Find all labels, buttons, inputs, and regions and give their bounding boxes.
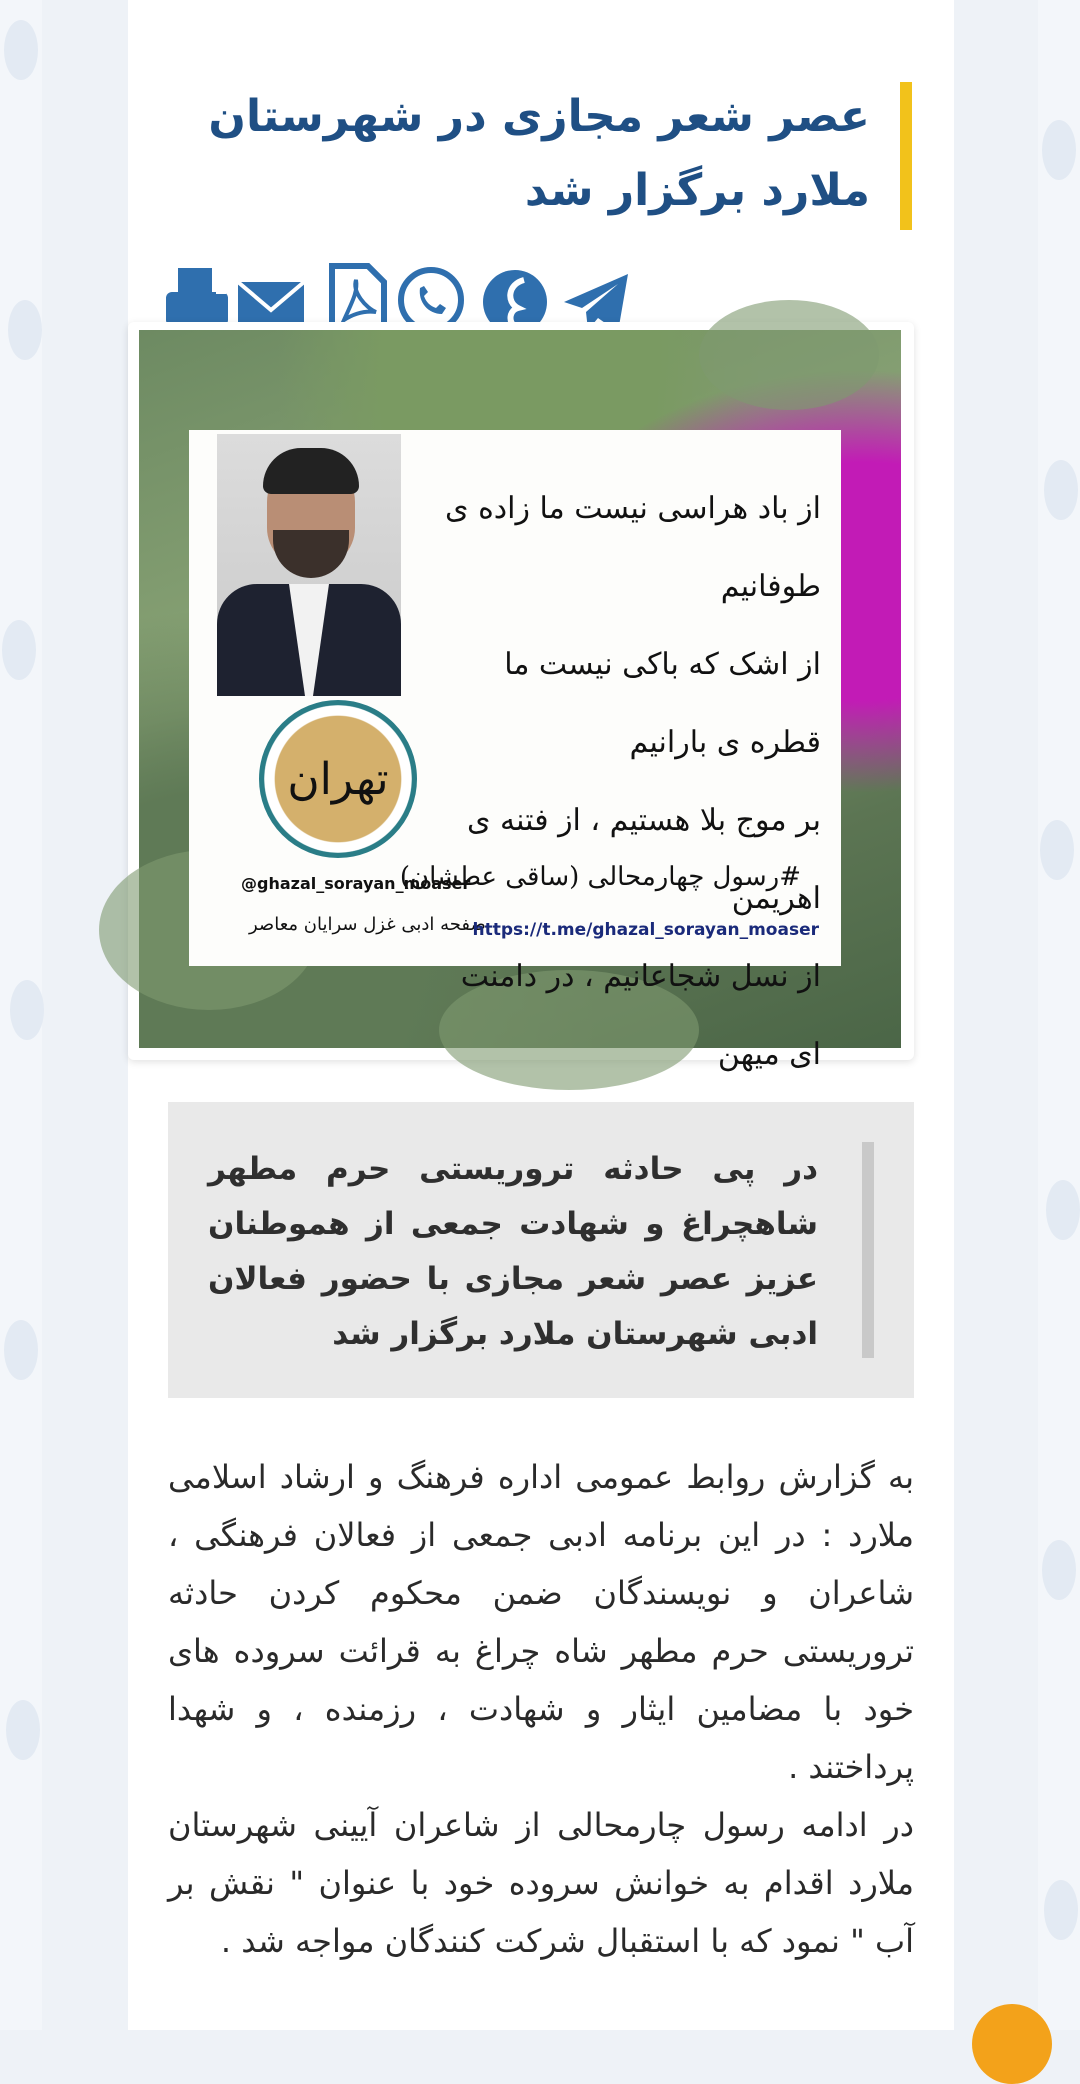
article-lead bbox=[168, 1102, 914, 1398]
lead-text: در پی حادثه تروریستی حرم مطهر شاهچراغ و شهادت جمعی از هموطنان عزیز عصر شعر مجازی با حضور فعالان ادبی شهرستان ملارد برگزار شد bbox=[208, 1151, 818, 1352]
floating-action-button[interactable] bbox=[972, 2004, 1052, 2084]
quote-bar bbox=[862, 1142, 874, 1358]
poet-portrait bbox=[217, 434, 401, 696]
poem-line: از نسل شجاعانیم ، در دامنت ای میهن bbox=[460, 959, 821, 1072]
article-title: عصر شعر مجازی در شهرستان ملارد برگزار شد bbox=[208, 91, 870, 216]
background-decoration-right bbox=[1038, 0, 1080, 2030]
background-decoration-left bbox=[0, 0, 42, 2030]
article-header bbox=[128, 80, 954, 230]
paragraph: در ادامه رسول چارمحالی از شاعران آیینی شهرستان ملارد اقدام به خوانش سروده خود با عنوان " نقش بر آب " نمود که با استقبال شرکت کنندگان مواجه شد . bbox=[168, 1806, 914, 1960]
poem-text bbox=[441, 470, 821, 1094]
flower-background-photo bbox=[139, 330, 901, 1072]
article-image bbox=[128, 322, 914, 1072]
title-accent-bar bbox=[900, 82, 912, 230]
channel-handle: @ghazal_sorayan_moaser bbox=[241, 874, 471, 893]
article-body bbox=[168, 1448, 914, 1970]
poet-name: #رسول چهارمحالی (ساقی عطشان) bbox=[399, 862, 801, 892]
page-caption: صفحه ادبی غزل سرایان معاصر bbox=[249, 914, 486, 935]
paragraph: به گزارش روابط عمومی اداره فرهنگ و ارشاد اسلامی ملارد : در این برنامه ادبی جمعی از فعالان فرهنگی ، شاعران و نویسندگان ضمن محکوم کردن حادثه تروریستی حرم مطهر شاه چراغ به قرائت سروده های خود با مضامین ایثار و شهادت ، رزمنده ، و شهدا پرداختند . bbox=[168, 1458, 914, 1786]
channel-link: https://t.me/ghazal_sorayan_moaser bbox=[472, 920, 819, 940]
article-card bbox=[128, 0, 954, 2030]
poem-card bbox=[189, 430, 841, 1072]
poem-line: از اشک که باکی نیست ما قطره ی بارانیم bbox=[504, 647, 821, 760]
poem-line: بر موج بلا هستیم ، از فتنه ی اهریمن bbox=[466, 803, 821, 916]
tehran-seal: تهران bbox=[259, 700, 417, 858]
share-toolbar bbox=[162, 262, 642, 320]
poem-line: از باد هراسی نیست ما زاده ی طوفانیم bbox=[445, 491, 821, 604]
